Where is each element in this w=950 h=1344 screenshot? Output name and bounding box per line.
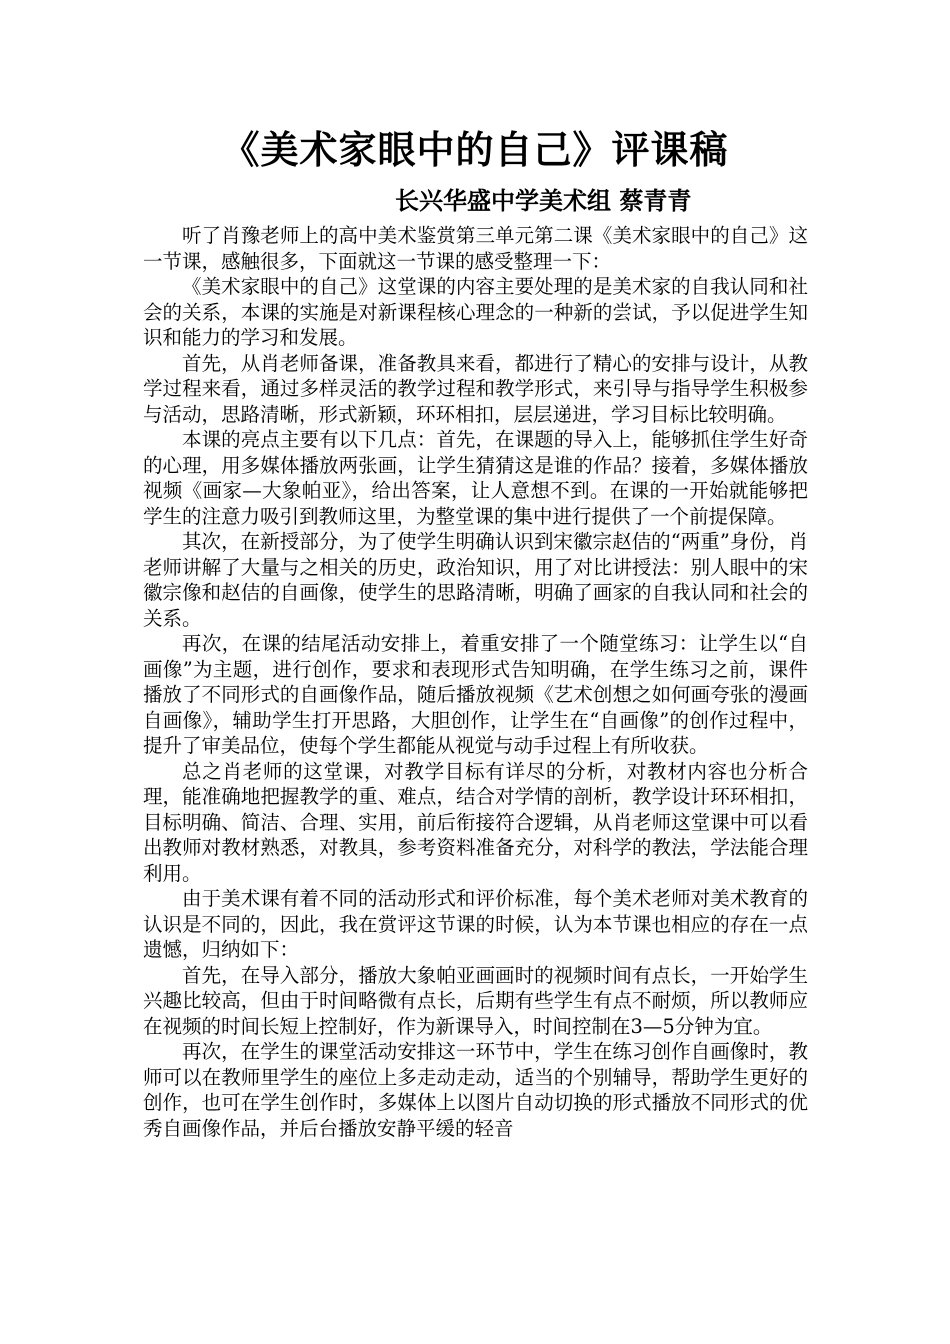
paragraph: 本课的亮点主要有以下几点：首先，在课题的导入上，能够抓住学生好奇的心理，用多媒体播放两张画，让学生猜猜这是谁的作品？接着，多媒体播放视频《画家—大象帕亚》，给出答案，让人意想不到。在课的一开始就能够把学生的注意力吸引到教师这里，为整堂课的集中进行提供了一个前提保障。 <box>143 428 808 528</box>
paragraph: 总之肖老师的这堂课，对教学目标有详尽的分析，对教材内容也分析合理，能准确地把握教学的重、难点，结合对学情的剖析，教学设计环环相扣，目标明确、简洁、合理、实用，前后衔接符合逻辑，从肖老师这堂课中可以看出教师对教材熟悉，对教具，参考资料准备充分，对科学的教法，学法能合理利用。 <box>143 759 808 885</box>
paragraph: 听了肖豫老师上的高中美术鉴赏第三单元第二课《美术家眼中的自己》这一节课，感触很多，下面就这一节课的感受整理一下： <box>143 224 808 273</box>
document-title: 《美术家眼中的自己》评课稿 <box>221 128 729 172</box>
paragraph: 其次，在新授部分，为了使学生明确认识到宋徽宗赵佶的“两重”身份，肖老师讲解了大量与之相关的历史，政治知识，用了对比讲授法：别人眼中的宋徽宗像和赵佶的自画像，使学生的思路清晰，明确了画家的自我认同和社会的关系。 <box>143 530 808 630</box>
paragraph: 《美术家眼中的自己》这堂课的内容主要处理的是美术家的自我认同和社会的关系，本课的实施是对新课程核心理念的一种新的尝试，予以促进学生知识和能力的学习和发展。 <box>143 275 808 349</box>
paragraph: 由于美术课有着不同的活动形式和评价标准，每个美术老师对美术教育的认识是不同的，因此，我在赏评这节课的时候，认为本节课也相应的存在一点遗憾，归纳如下： <box>143 887 808 961</box>
paragraph: 再次，在学生的课堂活动安排这一环节中，学生在练习创作自画像时，教师可以在教师里学生的座位上多走动走动，适当的个别辅导，帮助学生更好的创作，也可在学生创作时，多媒体上以图片自动切换的形式播放不同形式的优秀自画像作品，并后台播放安静平缓的轻音 <box>143 1040 808 1140</box>
document-body <box>143 223 808 1141</box>
author-line: 长兴华盛中学美术组 蔡青青 <box>395 187 692 215</box>
paragraph: 再次，在课的结尾活动安排上，着重安排了一个随堂练习：让学生以“自画像”为主题，进行创作，要求和表现形式告知明确，在学生练习之前，课件播放了不同形式的自画像作品，随后播放视频《艺术创想之如何画夸张的漫画自画像》，辅助学生打开思路，大胆创作，让学生在“自画像”的创作过程中，提升了审美品位，使每个学生都能从视觉与动手过程上有所收获。 <box>143 632 808 757</box>
paragraph: 首先，在导入部分，播放大象帕亚画画时的视频时间有点长，一开始学生兴趣比较高，但由于时间略微有点长，后期有些学生有点不耐烦，所以教师应在视频的时间长短上控制好，作为新课导入，时间控制在3—5分钟为宜。 <box>143 963 808 1038</box>
paragraph: 首先，从肖老师备课，准备教具来看，都进行了精心的安排与设计，从教学过程来看，通过多样灵活的教学过程和教学形式，来引导与指导学生积极参与活动，思路清晰，形式新颖，环环相扣，层层递进，学习目标比较明确。 <box>143 351 808 426</box>
